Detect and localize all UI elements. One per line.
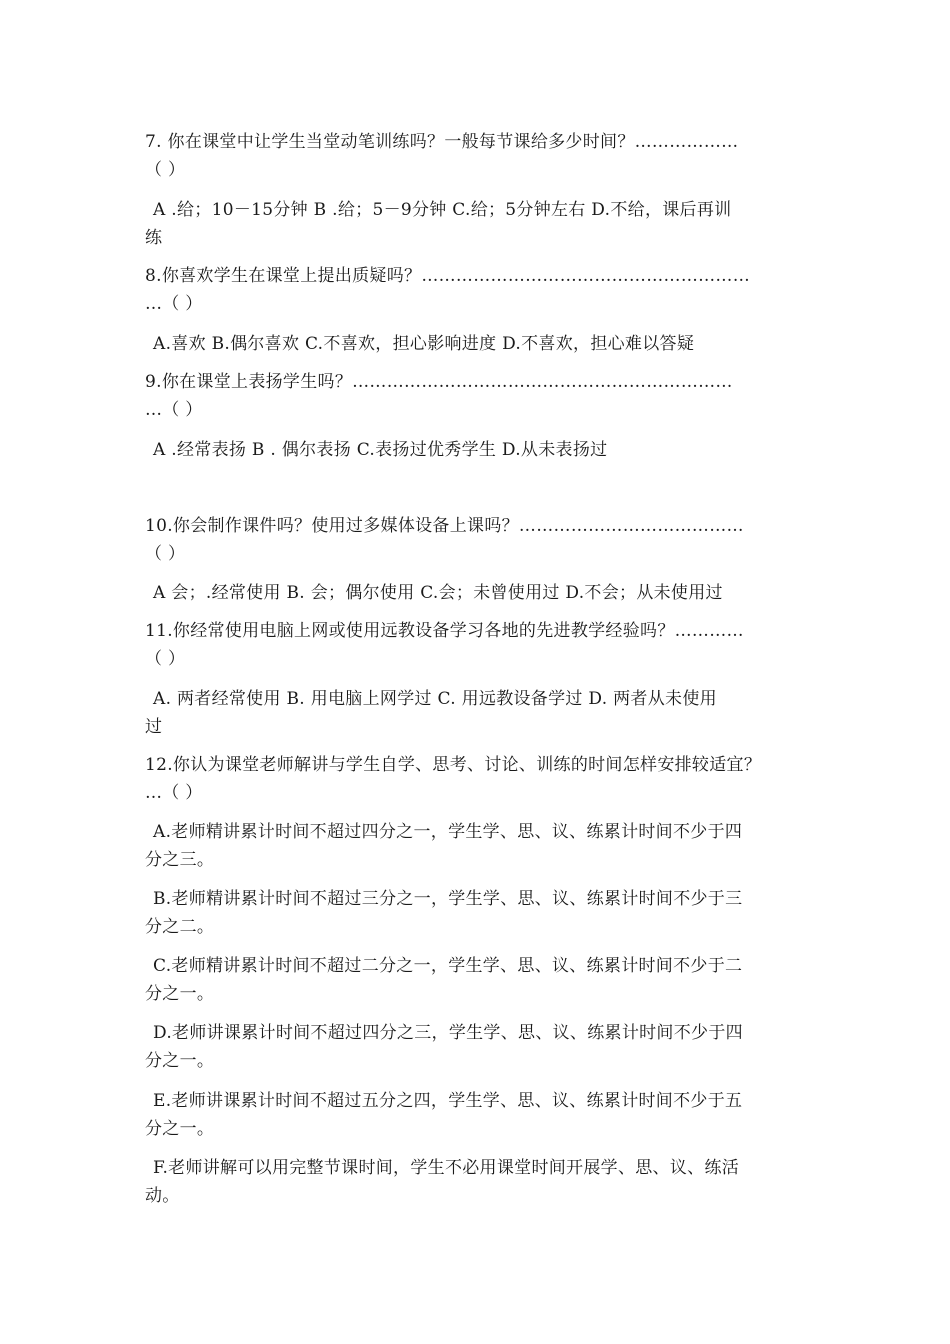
q8-options-line-1: A.喜欢 B.偶尔喜欢 C.不喜欢，担心影响进度 D.不喜欢，担心难以答疑 <box>153 334 695 354</box>
q12-option-f-line-1: F.老师讲解可以用完整节课时间，学生不必用课堂时间开展学、思、议、练活 <box>153 1158 740 1178</box>
q9-question-line-1: 9.你在课堂上表扬学生吗？………………………………………………………… <box>145 372 733 392</box>
q11-options-line-1: A. 两者经常使用 B. 用电脑上网学过 C. 用远教设备学过 D. 两者从未使用 <box>153 689 717 709</box>
q12-option-b-line-1: B.老师精讲累计时间不超过三分之一，学生学、思、议、练累计时间不少于三 <box>153 889 743 909</box>
q12-option-a-line-1: A.老师精讲累计时间不超过四分之一，学生学、思、议、练累计时间不少于四 <box>153 822 743 842</box>
q10-question-line-2: （ ） <box>145 544 186 564</box>
q12-option-f-line-2: 动。 <box>145 1186 180 1206</box>
q12-option-d-line-2: 分之一。 <box>145 1051 215 1071</box>
q7-options-line-2: 练 <box>145 228 163 248</box>
q9-question-line-2: …（ ） <box>145 400 203 420</box>
q8-question-line-1: 8.你喜欢学生在课堂上提出质疑吗？………………………………………………… <box>145 266 751 286</box>
q9-options-line-1: A .经常表扬 B . 偶尔表扬 C.表扬过优秀学生 D.从未表扬过 <box>153 440 608 460</box>
q7-options-line-1: A .给；10－15分钟 B .给；5－9分钟 C.给；5分钟左右 D.不给，课后再训 <box>153 200 732 220</box>
q10-question-line-1: 10.你会制作课件吗？使用过多媒体设备上课吗？………………………………… <box>145 516 744 536</box>
q7-question-line-2: （ ） <box>145 160 186 180</box>
q12-question-line-2: …（ ） <box>145 783 203 803</box>
q10-options-line-1: A 会；.经常使用 B. 会；偶尔使用 C.会；未曾使用过 D.不会；从未使用过 <box>153 583 723 603</box>
q12-option-b-line-2: 分之二。 <box>145 917 215 937</box>
q12-option-a-line-2: 分之三。 <box>145 850 215 870</box>
q8-question-line-2: …（ ） <box>145 294 203 314</box>
q11-question-line-1: 11.你经常使用电脑上网或使用远教设备学习各地的先进教学经验吗？………… <box>145 621 744 641</box>
q7-question-line-1: 7. 你在课堂中让学生当堂动笔训练吗？一般每节课给多少时间？……………… <box>145 132 739 152</box>
q12-option-d-line-1: D.老师讲课累计时间不超过四分之三，学生学、思、议、练累计时间不少于四 <box>153 1023 743 1043</box>
q12-option-e-line-1: E.老师讲课累计时间不超过五分之四，学生学、思、议、练累计时间不少于五 <box>153 1091 743 1111</box>
q12-option-c-line-2: 分之一。 <box>145 984 215 1004</box>
q12-question-line-1: 12.你认为课堂老师解讲与学生自学、思考、讨论、训练的时间怎样安排较适宜？ <box>145 755 762 775</box>
q11-question-line-2: （ ） <box>145 649 186 669</box>
q11-options-line-2: 过 <box>145 717 163 737</box>
q12-option-c-line-1: C.老师精讲累计时间不超过二分之一，学生学、思、议、练累计时间不少于二 <box>153 956 743 976</box>
q12-option-e-line-2: 分之一。 <box>145 1119 215 1139</box>
